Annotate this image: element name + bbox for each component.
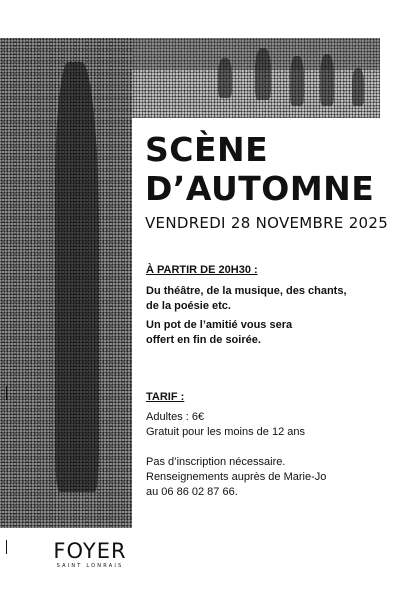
reception-text [146,318,292,348]
title-line-1: SCÈNE [145,130,269,169]
logo-name: FOYER [53,539,127,563]
title-line-2: D’AUTOMNE [145,169,375,208]
info-phone: au 06 86 02 87 66. [146,486,238,498]
price-list [146,410,305,440]
price-adults: Adultes : 6€ [146,411,205,423]
info-line: Renseignements auprès de Marie-Jo [146,471,327,483]
programme-line: de la poésie etc. [146,300,231,312]
reception-line: Un pot de l’amitié vous sera [146,319,293,331]
photo-figure [352,68,364,106]
programme-line: Du théâtre, de la musique, des chants, [146,285,347,297]
foyer-logo [44,540,136,570]
poster-title [145,130,374,208]
logo-subtitle: SAINT LONRAIS [56,563,124,569]
tarif-heading: TARIF : [146,391,185,403]
photo-figure [218,58,232,98]
event-date: VENDREDI 28 NOVEMBRE 2025 [145,214,389,232]
photo-figure [290,56,304,106]
photo-figure [320,54,334,106]
programme-text [146,284,347,314]
price-children: Gratuit pour les moins de 12 ans [146,426,305,438]
scan-mark [6,386,7,400]
reception-line: offert en fin de soirée. [146,334,261,346]
start-time: À PARTIR DE 20H30 : [146,264,258,276]
photo-figure-foreground [55,62,99,492]
info-text [146,455,326,500]
scan-mark [6,540,7,554]
photo-figure [255,48,271,100]
info-line: Pas d’inscription nécessaire. [146,456,286,468]
